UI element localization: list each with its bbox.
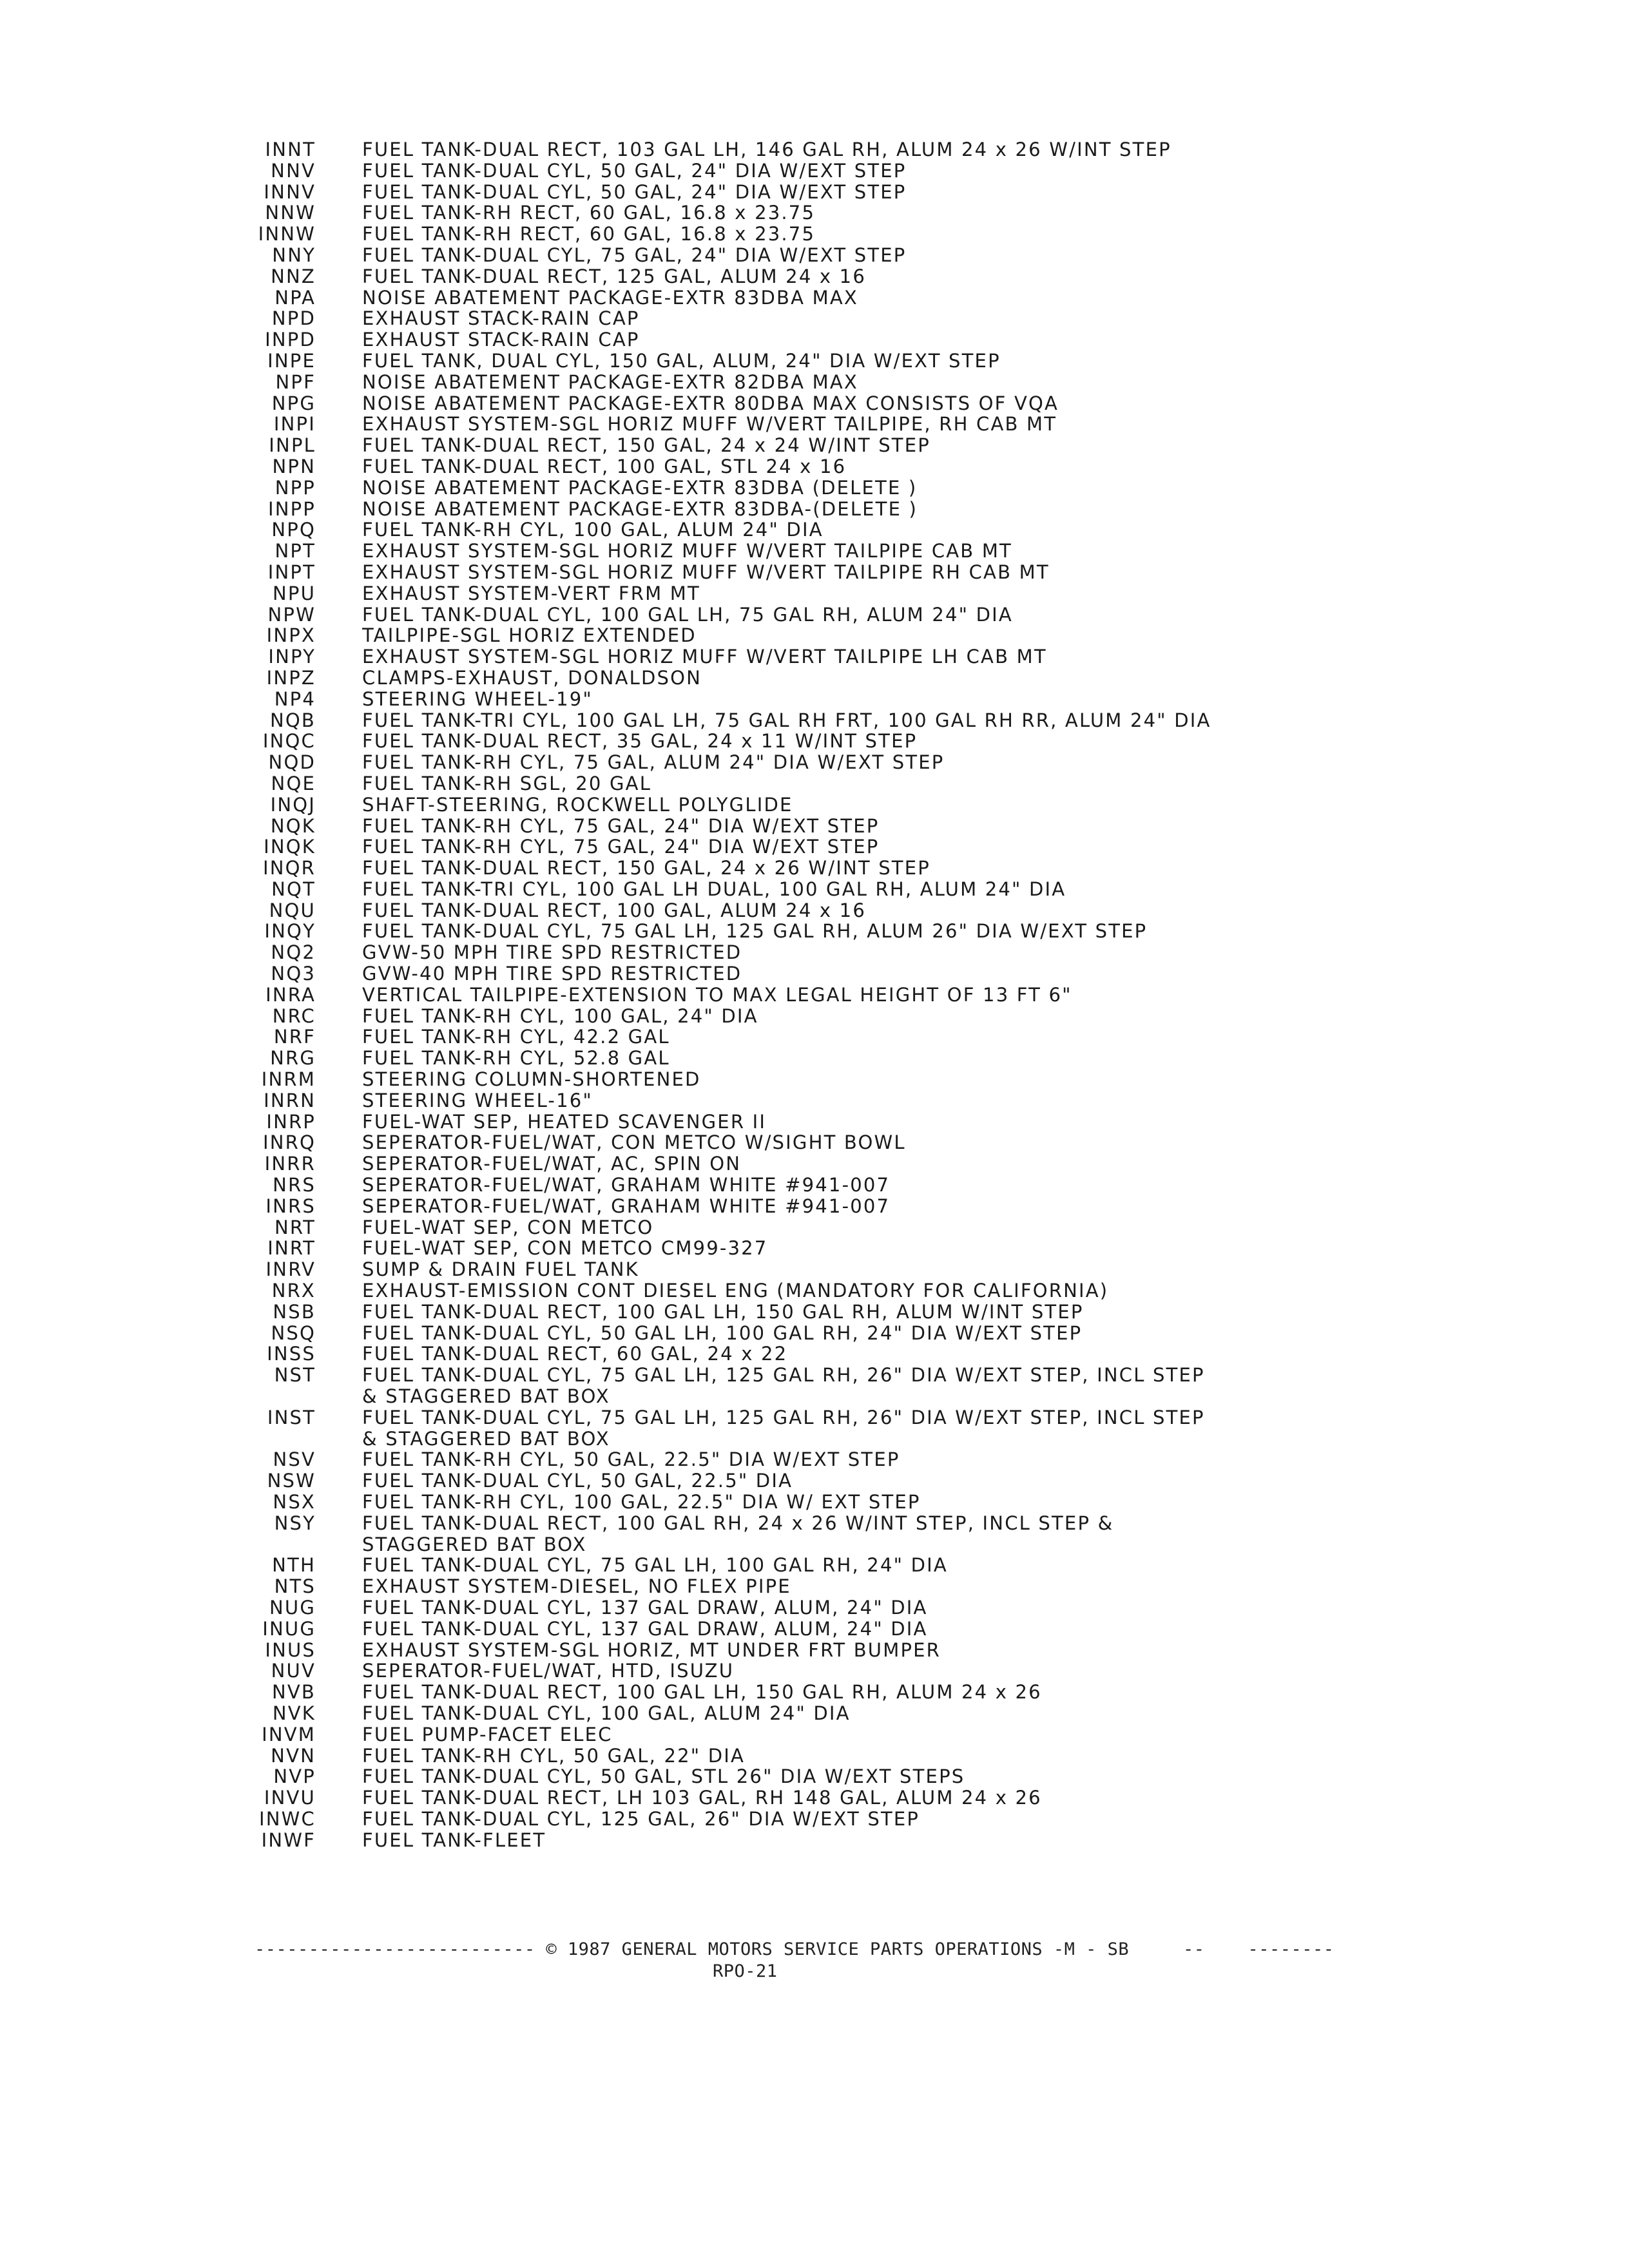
rpo-code: NPW [267, 603, 316, 626]
rpo-code: NQT [271, 878, 316, 900]
rpo-code: NQU [269, 899, 316, 921]
rpo-description: SHAFT-STEERING, ROCKWELL POLYGLIDE [362, 793, 793, 816]
rpo-entry [213, 879, 1572, 900]
rpo-entry [213, 351, 1572, 372]
rpo-entry [213, 1766, 1572, 1787]
rpo-entry [213, 1090, 1572, 1111]
rpo-description: FUEL TANK-RH CYL, 50 GAL, 22" DIA [362, 1744, 746, 1767]
rpo-code: NSX [273, 1491, 316, 1513]
rpo-description: SEPERATOR-FUEL/WAT, CON METCO W/SIGHT BOWL [362, 1131, 906, 1154]
rpo-code: NUG [269, 1596, 316, 1619]
rpo-description: NOISE ABATEMENT PACKAGE-EXTR 82DBA MAX [362, 370, 858, 393]
rpo-description: FUEL TANK-FLEET [362, 1829, 546, 1851]
rpo-entry [213, 1407, 1572, 1450]
rpo-code: NPN [272, 455, 316, 477]
rpo-entry [213, 710, 1572, 731]
rpo-description: SUMP & DRAIN FUEL TANK [362, 1258, 639, 1281]
rpo-description: FUEL TANK-DUAL RECT, 103 GAL LH, 146 GAL RH, ALUM 24 x 26 W/INT STEP [362, 139, 1171, 160]
rpo-entry [213, 1302, 1572, 1323]
rpo-code: NRF [273, 1026, 316, 1048]
rpo-description: VERTICAL TAILPIPE-EXTENSION TO MAX LEGAL HEIGHT OF 13 FT 6" [362, 983, 1072, 1006]
rpo-entry [213, 224, 1572, 245]
rpo-description: FUEL TANK-DUAL RECT, 150 GAL, 24 x 24 W/INT STEP [362, 434, 930, 457]
rpo-code: NQD [268, 751, 316, 774]
rpo-code: NRS [273, 1174, 316, 1196]
rpo-description: FUEL TANK-DUAL RECT, 100 GAL, STL 24 x 16 [362, 455, 847, 477]
rpo-code: INST [267, 1406, 316, 1428]
rpo-description: EXHAUST-EMISSION CONT DIESEL ENG (MANDATORY FOR CALIFORNIA) [362, 1280, 1109, 1302]
rpo-code: INQC [262, 730, 316, 753]
rpo-code: INNW [258, 223, 316, 245]
rpo-code: NPT [275, 540, 316, 562]
rpo-entry [213, 1597, 1572, 1619]
rpo-entry [213, 414, 1572, 435]
rpo-description: FUEL TANK-DUAL CYL, 75 GAL LH, 100 GAL RH, 24" DIA [362, 1554, 948, 1577]
rpo-entry [213, 1343, 1572, 1365]
rpo-entry [213, 1576, 1572, 1597]
rpo-description: FUEL TANK, DUAL CYL, 150 GAL, ALUM, 24" DIA W/EXT STEP [362, 349, 1001, 372]
rpo-code: NUV [271, 1660, 316, 1682]
rpo-entry [213, 731, 1572, 752]
rpo-entry [213, 1660, 1572, 1682]
rpo-description: FUEL-WAT SEP, HEATED SCAVENGER II [362, 1110, 767, 1133]
rpo-entry [213, 625, 1572, 646]
rpo-description: EXHAUST STACK-RAIN CAP [362, 329, 640, 351]
rpo-entry [213, 1048, 1572, 1069]
rpo-code: NTS [274, 1575, 316, 1598]
rpo-entry [213, 1724, 1572, 1745]
rpo-entry [213, 1175, 1572, 1196]
rpo-code: INUG [262, 1617, 316, 1640]
rpo-code: INPX [266, 624, 316, 647]
rpo-code-list [213, 139, 1572, 1851]
rpo-description: FUEL TANK-DUAL CYL, 100 GAL, ALUM 24" DIA [362, 1702, 851, 1724]
rpo-description: FUEL TANK-DUAL CYL, 75 GAL, 24" DIA W/EXT STEP [362, 244, 907, 266]
rpo-entry [213, 1196, 1572, 1217]
rpo-description: FUEL TANK-RH CYL, 100 GAL, 24" DIA [362, 1004, 758, 1027]
rpo-entry [213, 583, 1572, 604]
rpo-entry [213, 456, 1572, 477]
rpo-code: NRT [274, 1216, 316, 1238]
rpo-code: INPD [265, 329, 316, 351]
rpo-code: INRP [266, 1110, 316, 1133]
rpo-entry [213, 1217, 1572, 1238]
rpo-entry [213, 1238, 1572, 1259]
rpo-code: NPU [272, 582, 316, 604]
rpo-code: INSS [267, 1343, 316, 1365]
rpo-code: NQE [271, 772, 316, 794]
rpo-description: STEERING WHEEL-19" [362, 687, 593, 710]
rpo-code: NQB [269, 709, 316, 731]
rpo-description: FUEL-WAT SEP, CON METCO [362, 1216, 654, 1238]
rpo-entry [213, 752, 1572, 773]
rpo-description: FUEL-WAT SEP, CON METCO CM99-327 [362, 1237, 768, 1260]
rpo-description: EXHAUST SYSTEM-DIESEL, NO FLEX PIPE [362, 1575, 791, 1598]
rpo-description: NOISE ABATEMENT PACKAGE-EXTR 83DBA (DELETE ) [362, 476, 918, 499]
rpo-code: NRX [271, 1280, 316, 1302]
rpo-description: FUEL TANK-DUAL CYL, 75 GAL LH, 125 GAL RH, 26" DIA W/EXT STEP, INCL STEP & STAGGERED BAT BOX [362, 1406, 1205, 1450]
rpo-description: FUEL TANK-TRI CYL, 100 GAL LH DUAL, 100 GAL RH, ALUM 24" DIA [362, 878, 1066, 900]
rpo-entry [213, 1682, 1572, 1703]
rpo-code: INQK [264, 836, 316, 858]
rpo-code: NSQ [271, 1321, 316, 1344]
rpo-description: FUEL TANK-RH CYL, 100 GAL, ALUM 24" DIA [362, 519, 824, 541]
rpo-code: NPG [271, 392, 316, 414]
rpo-code: NSW [267, 1470, 316, 1492]
rpo-description: FUEL TANK-DUAL CYL, 50 GAL, 22.5" DIA [362, 1470, 793, 1492]
rpo-code: NVP [273, 1765, 316, 1788]
rpo-entry [213, 985, 1572, 1006]
copyright-line: -------------------------- © 1987 GENERAL MOTORS SERVICE PARTS OPERATIONS -M - SB -- -------- [255, 1939, 1335, 1959]
rpo-entry [213, 1323, 1572, 1344]
rpo-code: NQ2 [271, 941, 316, 964]
rpo-description: GVW-50 MPH TIRE SPD RESTRICTED [362, 941, 742, 964]
rpo-description: FUEL TANK-RH CYL, 52.8 GAL [362, 1047, 670, 1070]
rpo-code: NRC [272, 1004, 316, 1027]
rpo-entry [213, 1809, 1572, 1830]
rpo-entry [213, 921, 1572, 942]
rpo-code: INPE [267, 349, 316, 372]
rpo-entry [213, 900, 1572, 921]
rpo-entry [213, 1111, 1572, 1133]
rpo-code: NRG [270, 1047, 316, 1070]
rpo-code: INRQ [262, 1131, 316, 1154]
rpo-description: FUEL TANK-DUAL RECT, 60 GAL, 24 x 22 [362, 1343, 788, 1365]
rpo-entry [213, 1026, 1572, 1048]
rpo-description: FUEL TANK-RH RECT, 60 GAL, 16.8 x 23.75 [362, 202, 816, 224]
rpo-entry [213, 477, 1572, 499]
rpo-description: CLAMPS-EXHAUST, DONALDSON [362, 666, 702, 689]
rpo-code: NNZ [271, 265, 316, 287]
rpo-entry [213, 1259, 1572, 1280]
rpo-code: NQ3 [271, 963, 316, 985]
rpo-code: NPF [275, 370, 316, 393]
rpo-code: NNW [265, 202, 316, 224]
rpo-code: NPD [271, 307, 316, 330]
rpo-code: INRT [267, 1237, 316, 1260]
rpo-description: FUEL TANK-RH RECT, 60 GAL, 16.8 x 23.75 [362, 223, 816, 245]
rpo-description: FUEL TANK-RH CYL, 75 GAL, ALUM 24" DIA W/EXT STEP [362, 751, 945, 774]
rpo-description: EXHAUST SYSTEM-SGL HORIZ, MT UNDER FRT BUMPER [362, 1639, 941, 1661]
rpo-description: FUEL TANK-RH CYL, 50 GAL, 22.5" DIA W/EXT STEP [362, 1448, 900, 1471]
rpo-entry [213, 266, 1572, 287]
rpo-code: INVU [264, 1787, 316, 1809]
rpo-entry [213, 562, 1572, 583]
rpo-description: FUEL TANK-RH SGL, 20 GAL [362, 772, 652, 794]
rpo-code: INQY [264, 920, 316, 943]
rpo-code: INWC [259, 1807, 316, 1830]
rpo-code: INRV [265, 1258, 316, 1281]
rpo-code: INQR [262, 857, 316, 879]
rpo-code: NPA [275, 286, 316, 309]
rpo-code: NVK [272, 1702, 316, 1724]
rpo-description: FUEL PUMP-FACET ELEC [362, 1723, 613, 1745]
rpo-entry [213, 1619, 1572, 1640]
rpo-entry [213, 1006, 1572, 1027]
rpo-code: NVB [271, 1681, 316, 1704]
rpo-description: FUEL TANK-RH CYL, 75 GAL, 24" DIA W/EXT STEP [362, 814, 880, 837]
rpo-code: INRN [264, 1089, 316, 1111]
rpo-description: FUEL TANK-DUAL RECT, 100 GAL RH, 24 x 26 W/INT STEP, INCL STEP & STAGGERED BAT BOX [362, 1512, 1114, 1555]
rpo-entry [213, 1555, 1572, 1576]
rpo-code: NSV [273, 1448, 316, 1471]
rpo-description: NOISE ABATEMENT PACKAGE-EXTR 83DBA MAX [362, 286, 858, 309]
rpo-entry [213, 372, 1572, 393]
rpo-description: FUEL TANK-DUAL CYL, 125 GAL, 26" DIA W/EXT STEP [362, 1807, 920, 1830]
rpo-description: FUEL TANK-DUAL RECT, 100 GAL LH, 150 GAL RH, ALUM 24 x 26 [362, 1681, 1042, 1704]
rpo-entry [213, 836, 1572, 858]
rpo-entry [213, 604, 1572, 626]
rpo-code: NSB [273, 1300, 316, 1323]
rpo-code: NST [274, 1364, 316, 1387]
rpo-code: NQK [270, 814, 316, 837]
rpo-entry [213, 182, 1572, 203]
rpo-description: SEPERATOR-FUEL/WAT, GRAHAM WHITE #941-007 [362, 1195, 891, 1217]
rpo-description: SEPERATOR-FUEL/WAT, GRAHAM WHITE #941-007 [362, 1174, 891, 1196]
rpo-code: NPQ [271, 519, 316, 541]
rpo-entry [213, 393, 1572, 414]
rpo-entry [213, 245, 1572, 266]
rpo-description: FUEL TANK-RH CYL, 75 GAL, 24" DIA W/EXT STEP [362, 836, 880, 858]
rpo-description: FUEL TANK-DUAL CYL, 50 GAL, 24" DIA W/EXT STEP [362, 159, 907, 182]
rpo-code: INNV [264, 180, 316, 203]
rpo-entry [213, 646, 1572, 668]
rpo-entry [213, 541, 1572, 562]
rpo-description: EXHAUST SYSTEM-SGL HORIZ MUFF W/VERT TAILPIPE, RH CAB MT [362, 413, 1057, 436]
rpo-description: STEERING WHEEL-16" [362, 1089, 593, 1111]
rpo-description: FUEL TANK-RH CYL, 42.2 GAL [362, 1026, 670, 1048]
rpo-code: INVM [262, 1723, 316, 1745]
rpo-entry [213, 668, 1572, 689]
rpo-entry [213, 1153, 1572, 1175]
rpo-code: NTH [272, 1554, 316, 1577]
rpo-entry [213, 1745, 1572, 1767]
rpo-code: INRR [264, 1153, 316, 1175]
rpo-entry [213, 963, 1572, 985]
rpo-code: INUS [265, 1639, 316, 1661]
rpo-description: NOISE ABATEMENT PACKAGE-EXTR 83DBA-(DELETE ) [362, 497, 918, 520]
rpo-description: EXHAUST SYSTEM-SGL HORIZ MUFF W/VERT TAILPIPE RH CAB MT [362, 561, 1050, 583]
rpo-entry [213, 1132, 1572, 1153]
rpo-code: INPY [268, 646, 316, 668]
rpo-code: INPP [267, 497, 316, 520]
rpo-code: NP4 [274, 687, 316, 710]
rpo-description: TAILPIPE-SGL HORIZ EXTENDED [362, 624, 697, 647]
rpo-code: INRM [261, 1068, 316, 1091]
rpo-code: NPP [275, 476, 316, 499]
rpo-code: INRS [265, 1195, 316, 1217]
rpo-code: INRA [265, 983, 316, 1006]
rpo-entry [213, 689, 1572, 710]
rpo-description: FUEL TANK-DUAL CYL, 50 GAL, STL 26" DIA W/EXT STEPS [362, 1765, 965, 1788]
rpo-description: STEERING COLUMN-SHORTENED [362, 1068, 701, 1091]
rpo-entry [213, 1830, 1572, 1851]
rpo-code: INWF [261, 1829, 316, 1851]
rpo-entry [213, 1640, 1572, 1661]
rpo-code: INNT [265, 139, 316, 160]
rpo-description: NOISE ABATEMENT PACKAGE-EXTR 80DBA MAX CONSISTS OF VQA [362, 392, 1059, 414]
rpo-entry [213, 519, 1572, 541]
rpo-entry [213, 942, 1572, 963]
rpo-description: GVW-40 MPH TIRE SPD RESTRICTED [362, 963, 742, 985]
rpo-description: FUEL TANK-DUAL CYL, 75 GAL LH, 125 GAL RH, 26" DIA W/EXT STEP, INCL STEP & STAGGERED BAT BOX [362, 1364, 1205, 1408]
rpo-entry [213, 139, 1572, 160]
rpo-description: EXHAUST SYSTEM-VERT FRM MT [362, 582, 700, 604]
rpo-description: SEPERATOR-FUEL/WAT, AC, SPIN ON [362, 1153, 742, 1175]
rpo-code: NNV [271, 159, 316, 182]
rpo-entry [213, 1069, 1572, 1090]
rpo-description: SEPERATOR-FUEL/WAT, HTD, ISUZU [362, 1660, 735, 1682]
rpo-entry [213, 499, 1572, 520]
rpo-entry [213, 160, 1572, 182]
rpo-entry [213, 308, 1572, 329]
rpo-entry [213, 773, 1572, 794]
rpo-entry [213, 816, 1572, 837]
rpo-code: INPZ [266, 666, 316, 689]
rpo-entry [213, 1365, 1572, 1407]
rpo-description: FUEL TANK-DUAL CYL, 100 GAL LH, 75 GAL RH, ALUM 24" DIA [362, 603, 1013, 626]
rpo-code: INPT [267, 561, 316, 583]
rpo-description: FUEL TANK-DUAL RECT, LH 103 GAL, RH 148 GAL, ALUM 24 x 26 [362, 1787, 1042, 1809]
rpo-description: EXHAUST STACK-RAIN CAP [362, 307, 640, 330]
rpo-description: FUEL TANK-DUAL RECT, 100 GAL LH, 150 GAL RH, ALUM W/INT STEP [362, 1300, 1084, 1323]
rpo-code: INPL [269, 434, 316, 457]
rpo-code: INPI [273, 413, 316, 436]
rpo-description: FUEL TANK-TRI CYL, 100 GAL LH, 75 GAL RH FRT, 100 GAL RH RR, ALUM 24" DIA [362, 709, 1211, 731]
rpo-description: FUEL TANK-DUAL RECT, 100 GAL, ALUM 24 x 16 [362, 899, 866, 921]
rpo-description: EXHAUST SYSTEM-SGL HORIZ MUFF W/VERT TAILPIPE CAB MT [362, 540, 1012, 562]
rpo-description: FUEL TANK-RH CYL, 100 GAL, 22.5" DIA W/ EXT STEP [362, 1491, 921, 1513]
rpo-entry [213, 1513, 1572, 1555]
rpo-code: INQJ [270, 793, 316, 816]
rpo-entry [213, 1492, 1572, 1513]
rpo-entry [213, 1449, 1572, 1470]
rpo-entry [213, 435, 1572, 456]
rpo-description: EXHAUST SYSTEM-SGL HORIZ MUFF W/VERT TAILPIPE LH CAB MT [362, 646, 1047, 668]
rpo-entry [213, 329, 1572, 351]
rpo-description: FUEL TANK-DUAL CYL, 137 GAL DRAW, ALUM, 24" DIA [362, 1617, 928, 1640]
rpo-code: NSY [274, 1512, 316, 1534]
rpo-description: FUEL TANK-DUAL CYL, 50 GAL LH, 100 GAL RH, 24" DIA W/EXT STEP [362, 1321, 1083, 1344]
rpo-code: NVN [271, 1744, 316, 1767]
rpo-description: FUEL TANK-DUAL RECT, 35 GAL, 24 x 11 W/INT STEP [362, 730, 918, 753]
rpo-entry [213, 1787, 1572, 1809]
rpo-description: FUEL TANK-DUAL RECT, 150 GAL, 24 x 26 W/INT STEP [362, 857, 930, 879]
rpo-description: FUEL TANK-DUAL CYL, 75 GAL LH, 125 GAL RH, ALUM 26" DIA W/EXT STEP [362, 920, 1148, 943]
rpo-entry [213, 794, 1572, 816]
rpo-entry [213, 1470, 1572, 1492]
rpo-entry [213, 1280, 1572, 1302]
rpo-code: NNY [272, 244, 316, 266]
rpo-entry [213, 287, 1572, 309]
page-number: RPO-21 [713, 1961, 778, 1981]
rpo-description: FUEL TANK-DUAL CYL, 137 GAL DRAW, ALUM, 24" DIA [362, 1596, 928, 1619]
rpo-entry [213, 858, 1572, 879]
rpo-entry [213, 1703, 1572, 1724]
rpo-entry [213, 202, 1572, 224]
rpo-description: FUEL TANK-DUAL RECT, 125 GAL, ALUM 24 x 16 [362, 265, 866, 287]
rpo-description: FUEL TANK-DUAL CYL, 50 GAL, 24" DIA W/EXT STEP [362, 180, 907, 203]
